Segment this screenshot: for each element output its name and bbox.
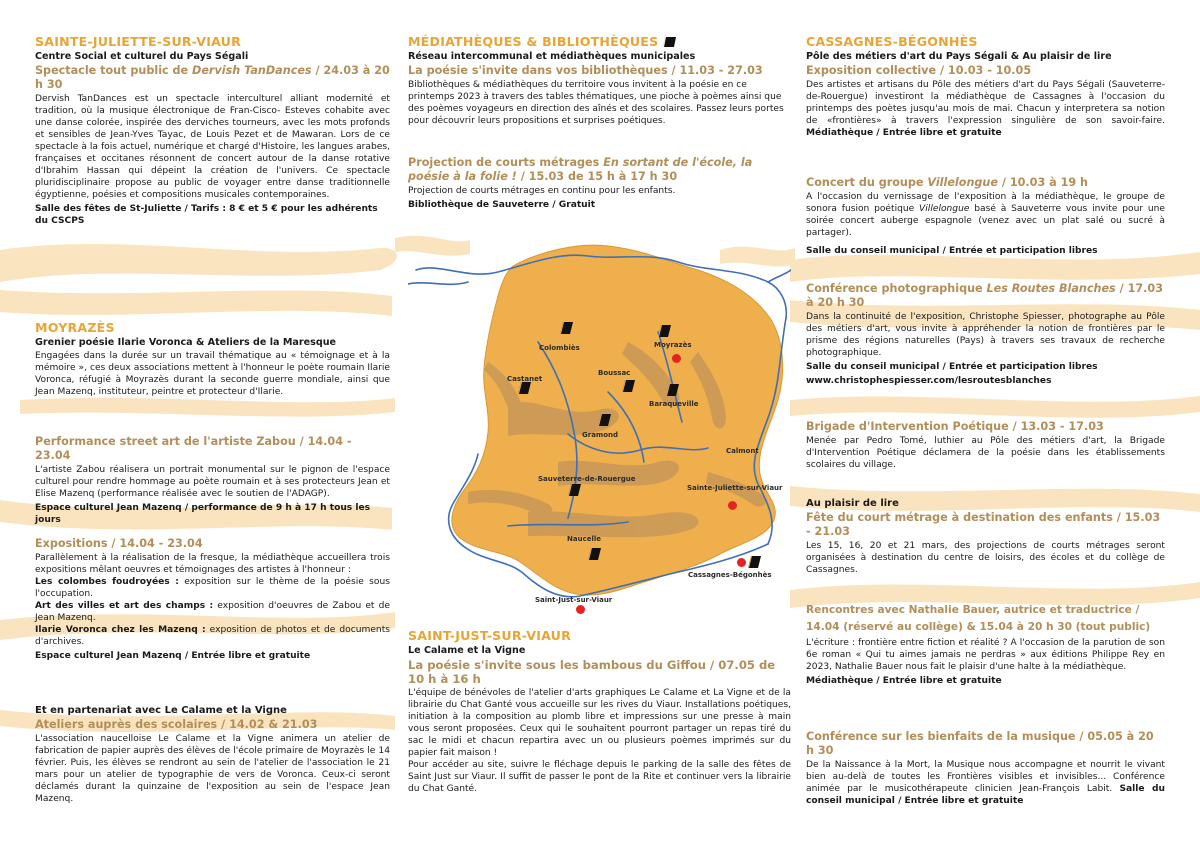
section-description: Engagées dans la durée sur un travail thématique au « témoignage et à la mémoire », ces deux associations mettent à l'honneur le poète roumain Ilarie Voronca, réfugié à Moyrazès durant la seconde guerre mondiale, ainsi que Jean Mazenq, instituteur, peintre et protecteur d'Ilarie. [35,351,390,397]
organizer: Centre Social et culturel du Pays Ségali [35,51,249,62]
place-heading: MÉDIATHÈQUES & BIBLIOTHÈQUES [408,34,791,49]
section-brigade [806,420,1165,471]
place-heading: MOYRAZÈS [35,320,115,335]
event-description: Dans la continuité de l'exposition, Christophe Spiesser, photographe au Pôle des métiers d'art, vous invite à appréhender la notion de frontières par le prisme des régions naturelles (Pays) à travers ses travaux de recherche photographique. [806,312,1165,358]
book-icon [560,322,573,334]
event-description: De la Naissance à la Mort, la Musique nous accompagne et nourrit le vivant bien au-delà de toutes les Frontières visibles et invisibles... Conférence animée par le musicothérapeute clinicien Jean-François Labit. Salle du conseil municipal / Entrée libre et gratuite [806,760,1165,806]
event-title: Fête du court métrage à destination des enfants / 15.03 - 21.03 [806,511,1161,538]
website-link[interactable]: www.christophespiesser.com/lesroutesblanches [806,376,1052,386]
map-label: Sainte-Juliette-sur-Viaur [687,484,783,492]
exhibition-item: Art des villes et art des champs : exposition d'oeuvres de Zabou et de Jean Mazenq. [35,601,390,623]
event-title: Conférence sur les bienfaits de la musique / 05.05 à 20 h 30 [806,730,1154,757]
book-icon [518,382,531,394]
place-heading: SAINTE-JULIETTE-SUR-VIAUR [35,34,242,49]
section-nathalie-bauer [806,602,1165,687]
event-description: L'écriture : frontière entre fiction et réalité ? A l'occasion de la parution de son 6e roman « Qui tu aimes jamais ne perdras » aux éditions Philippe Rey en 2023, Nathalie Bauer nous fait le plaisir d'une halte à la médiathèque. [806,638,1165,672]
section-courts-metrages [408,156,791,211]
map-label: Moyrazès [654,341,692,349]
map-label: Baraqueville [649,400,699,408]
map-label: Cassagnes-Bégonhès [688,571,772,579]
organizer: Pôle des métiers d'art du Pays Ségali & Au plaisir de lire [806,51,1112,62]
event-title: Rencontres avec Nathalie Bauer, autrice et traductrice / 14.04 (réservé au collège) & 15.04 à 20 h 30 (tout public) [806,604,1151,633]
red-dot-icon [728,501,737,510]
event-description: Menée par Pedro Tomé, luthier au Pôle des métiers d'art, la Brigade d'Intervention Poétique déclamera de la poésie dans les établissements scolaires du village. [806,436,1165,470]
section-musique [806,730,1165,807]
event-title: La poésie s'invite sous les bambous du Giffou / 07.05 de 10 h à 16 h [408,658,776,686]
place-heading: CASSAGNES-BÉGONHÈS [806,34,978,49]
section-sainte-juliette [35,34,390,227]
event-venue: Salle des fêtes de St-Juliette / Tarifs : 8 € et 5 € pour les adhérents du CSCPS [35,204,378,226]
section-ateliers [35,705,390,805]
section-saint-just [408,628,791,795]
organizer: Au plaisir de lire [806,498,899,509]
section-concert [806,176,1165,257]
map-label: Boussac [598,369,631,377]
map-label: Gramond [582,431,619,439]
event-venue: Salle du conseil municipal / Entrée et participation libres [806,246,1098,256]
event-title: Brigade d'Intervention Poétique / 13.03 - 17.03 [806,420,1104,433]
event-title: Projection de courts métrages En sortant de l'école, la poésie à la folie ! / 15.03 de 15 h à 17 h 30 [408,156,753,183]
section-moyrazes [35,320,390,398]
event-description: Les 15, 16, 20 et 21 mars, des projections de courts métrages seront organisées à destination du centre de loisirs, des écoles et du collège de Cassagnes. [806,541,1165,575]
event-venue: Espace culturel Jean Mazenq / Entrée libre et gratuite [35,651,311,661]
red-dot-icon [576,605,585,614]
map-label: Sauveterre-de-Rouergue [538,475,636,483]
event-title: Spectacle tout public de Dervish TanDances / 24.03 à 20 h 30 [35,64,390,91]
organizer: Le Calame et la Vigne [408,645,526,656]
access-info: Pour accéder au site, suivre le fléchage depuis le parking de la salle des fêtes de Saint Just sur Viaur. Il suffit de passer le pont de la Rite et continuer vers la librairie du Chat Ganté. [408,760,791,794]
event-title: Ateliers auprès des scolaires / 14.02 & 21.03 [35,718,318,731]
organizer: Grenier poésie Ilarie Voronca & Ateliers de la Maresque [35,337,337,348]
event-description: L'équipe de bénévoles de l'atelier d'arts graphiques Le Calame et La Vigne et de la librairie du Chat Ganté vous accueille sur les rives du Viaur. Installations poétiques, initiation à la composition au plomb libre et impressions sur une presse à main vous seront proposées. Ceux qui le souhaitent pourront partager un repas tiré du sac le midi et chacun repartira avec un ou plusieurs poèmes imprimés sur du papier fait maison ! [408,688,791,758]
map-label: Saint-Just-sur-Viaur [535,596,613,604]
event-title: Exposition collective / 10.03 - 10.05 [806,64,1032,77]
event-description: Dervish TanDances est un spectacle interculturel alliant modernité et tradition, où la musique électronique de Fran-Cisco- Esteves cohabite avec une danse colorée, inspirée des derviches tourneurs, avec les mots profonds et sensibles de Jean-Yves Tayac, de Louis Pezet et de Mawaran. Lors de ce spectacle à la fois actuel, numérique et chargé d'Histoire, les langues arabes, françaises et occitanes résonnent de concert autour de la danse rotative d'Ibrahim Hassan qui dépeint la création de l'univers. Ce spectacle pluridisciplinaire propose au public de voyager entre danse traditionnelle égyptienne, poésies et compositions musicales contemporaines. [35,94,390,200]
place-heading: SAINT-JUST-SUR-VIAUR [408,628,571,643]
red-dot-icon [737,558,746,567]
book-icon [568,484,581,496]
exhibition-item: Ilarie Voronca chez les Mazenq : exposition de photos et de documents d'archives. [35,625,391,647]
book-icon [748,556,761,568]
map-label: Castanet [507,375,543,383]
event-title: Performance street art de l'artiste Zabou / 14.04 - 23.04 [35,435,352,462]
event-description: Bibliothèques & médiathèques du territoire vous invitent à la poésie en ce printemps 2023 à travers des tables thématiques, une pioche à poèmes ainsi que des poèmes voyageurs en direction des aînés et des scolaires. Passez leurs portes pour découvrir leurs propositions et surprises poétiques. [408,80,784,126]
event-description: Parallèlement à la réalisation de la fresque, la médiathèque accueillera trois expositions mêlant oeuvres et témoignages des artistes à l'honneur : [35,553,390,575]
event-title: Conférence photographique Les Routes Blanches / 17.03 à 20 h 30 [806,282,1163,309]
book-icon [662,36,677,48]
section-expositions [35,537,390,662]
section-cassagnes [806,34,1165,139]
book-icon [598,414,611,426]
section-court-metrage [806,498,1165,576]
event-description: L'artiste Zabou réalisera un portrait monumental sur le pignon de l'espace culturel pour rendre hommage au poète roumain et à ses protecteurs Jean et Elise Mazenq (performance réalisée avec le soutien de l'ADAGP). [35,465,390,499]
exhibition-item: Les colombes foudroyées : exposition sur le thème de la poésie sous l'occupation. [35,577,390,599]
event-venue: Espace culturel Jean Mazenq / performance de 9 h à 17 h tous les jours [35,503,371,525]
organizer: Réseau intercommunal et médiathèques municipales [408,51,696,62]
event-venue: Bibliothèque de Sauveterre / Gratuit [408,200,596,210]
event-title: Expositions / 14.04 - 23.04 [35,537,203,550]
map-label: Naucelle [567,535,602,543]
section-street-art [35,435,390,526]
book-icon [666,384,679,396]
book-icon [588,548,601,560]
event-description: A l'occasion du vernissage de l'exposition à la médiathèque, le groupe de sonora fusion poétique Villelongue basé à Sauveterre vous invite pour une soirée concert auberge espagnole (venez avec un plat salé ou sucré à partager). [806,192,1165,238]
partner-heading: Et en partenariat avec Le Calame et la Vigne [35,705,287,716]
event-description: L'association naucelloise Le Calame et la Vigne animera un atelier de fabrication de papier auprès des élèves de l'école primaire de Moyrazès le 14 février. Puis, les élèves se rendront au sein de l'atelier de l'association le 21 mars pour un atelier de typographie de vers de Voronca. Ceux-ci seront déclamés durant la quinzaine de l'exposition au sein de l'espace Jean Mazenq. [35,734,390,804]
event-title: Concert du groupe Villelongue / 10.03 à 19 h [806,176,1089,189]
section-mediatheques [408,34,791,127]
book-icon [658,325,671,337]
territory-map [408,222,791,624]
event-description: Projection de courts métrages en continu pour les enfants. [408,186,676,196]
event-venue: Salle du conseil municipal / Entrée et participation libres [806,362,1098,372]
event-title: La poésie s'invite dans vos bibliothèques / 11.03 - 27.03 [408,64,763,77]
book-icon [622,380,635,392]
event-venue: Médiathèque / Entrée libre et gratuite [806,676,1002,686]
section-conference-photo [806,282,1165,387]
red-dot-icon [672,354,681,363]
map-label: Calmont [726,447,759,455]
event-description: Des artistes et artisans du Pôle des métiers d'art du Pays Ségali (Sauveterre-de-Rouergue) investiront la médiathèque de Cassagnes à l'occasion du printemps des poètes jusqu'au mois de mai. Chacun y interpretera sa notion de «frontières» à travers l'expression singulière de son savoir-faire. Médiathèque / Entrée libre et gratuite [806,80,1165,138]
map-label: Colombiès [539,344,580,352]
